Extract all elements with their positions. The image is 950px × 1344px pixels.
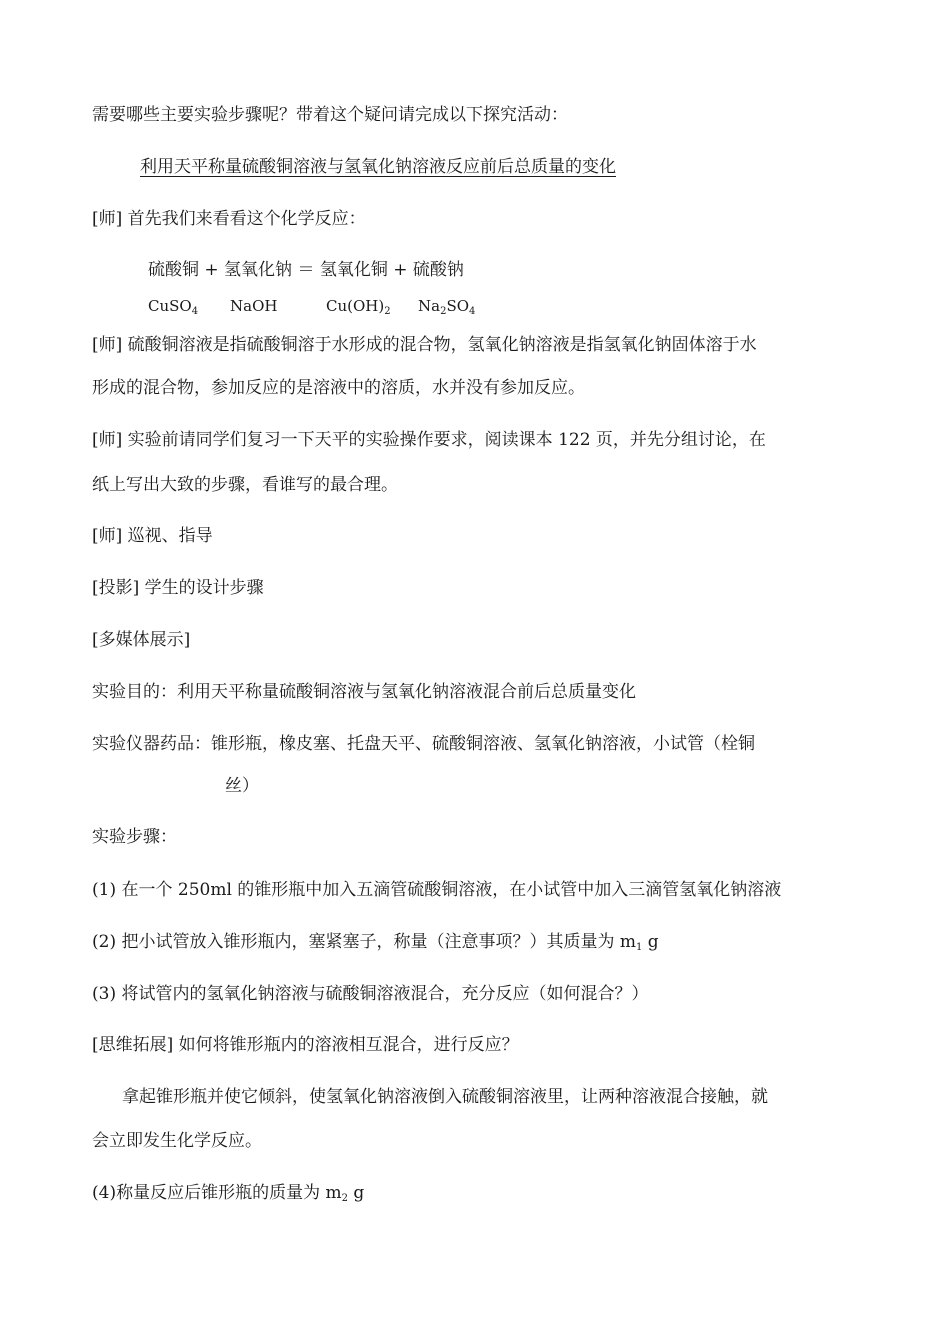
teacher-line-2b: 形成的混合物，参加反应的是溶液中的溶质，水并没有参加反应。	[92, 378, 585, 398]
teacher-line-2a: [师] 硫酸铜溶液是指硫酸铜溶于水形成的混合物，氢氧化钠溶液是指氢氧化钠固体溶于水	[92, 335, 757, 355]
multimedia-line: [多媒体展示]	[92, 630, 191, 650]
step-3: (3) 将试管内的氢氧化钠溶液与硫酸铜溶液混合，充分反应（如何混合？）	[92, 984, 649, 1004]
experiment-purpose: 实验目的：利用天平称量硫酸铜溶液与氢氧化钠溶液混合前后总质量变化	[92, 682, 636, 702]
thinking-extension: [思维拓展] 如何将锥形瓶内的溶液相互混合，进行反应？	[92, 1035, 519, 1055]
teacher-line-4: [师] 巡视、指导	[92, 526, 213, 546]
teacher-line-3a: [师] 实验前请同学们复习一下天平的实验操作要求，阅读课本 122 页，并先分组讨论，在	[92, 430, 766, 450]
step-2: (2) 把小试管放入锥形瓶内，塞紧塞子，称量（注意事项？）其质量为 $m_1$ g	[92, 932, 659, 953]
projection-line: [投影] 学生的设计步骤	[92, 578, 264, 598]
formula-na2so4: $Na_2SO_4$	[418, 297, 476, 317]
intro-text: 需要哪些主要实验步骤呢？带着这个疑问请完成以下探究活动：	[92, 105, 568, 125]
formula-cuso4: CuSO$_4$	[148, 297, 199, 317]
equipment-line-2: 丝）	[225, 776, 259, 796]
teacher-line-1: [师] 首先我们来看看这个化学反应：	[92, 209, 366, 229]
teacher-line-3b: 纸上写出大致的步骤，看谁写的最合理。	[92, 475, 398, 495]
formula-cuoh2: $Cu(OH)_2$	[326, 297, 391, 317]
answer-line-1: 拿起锥形瓶并使它倾斜，使氢氧化钠溶液倒入硫酸铜溶液里，让两种溶液混合接触，就	[122, 1087, 768, 1107]
step-4: (4)称量反应后锥形瓶的质量为 $m_2$ g	[92, 1183, 365, 1204]
formula-naoh: NaOH	[230, 297, 278, 315]
equipment-line-1: 实验仪器药品：锥形瓶，橡皮塞、托盘天平、硫酸铜溶液、氢氧化钠溶液，小试管（栓铜	[92, 734, 755, 754]
answer-line-2: 会立即发生化学反应。	[92, 1131, 262, 1151]
step-1: (1) 在一个 250ml 的锥形瓶中加入五滴管硫酸铜溶液，在小试管中加入三滴管氢氧化钠溶液	[92, 880, 782, 900]
steps-title: 实验步骤：	[92, 827, 177, 847]
reaction-word-equation: 硫酸铜 + 氢氧化钠 ＝ 氢氧化铜 + 硫酸钠	[148, 260, 464, 280]
activity-title: 利用天平称量硫酸铜溶液与氢氧化钠溶液反应前后总质量的变化	[140, 157, 616, 177]
